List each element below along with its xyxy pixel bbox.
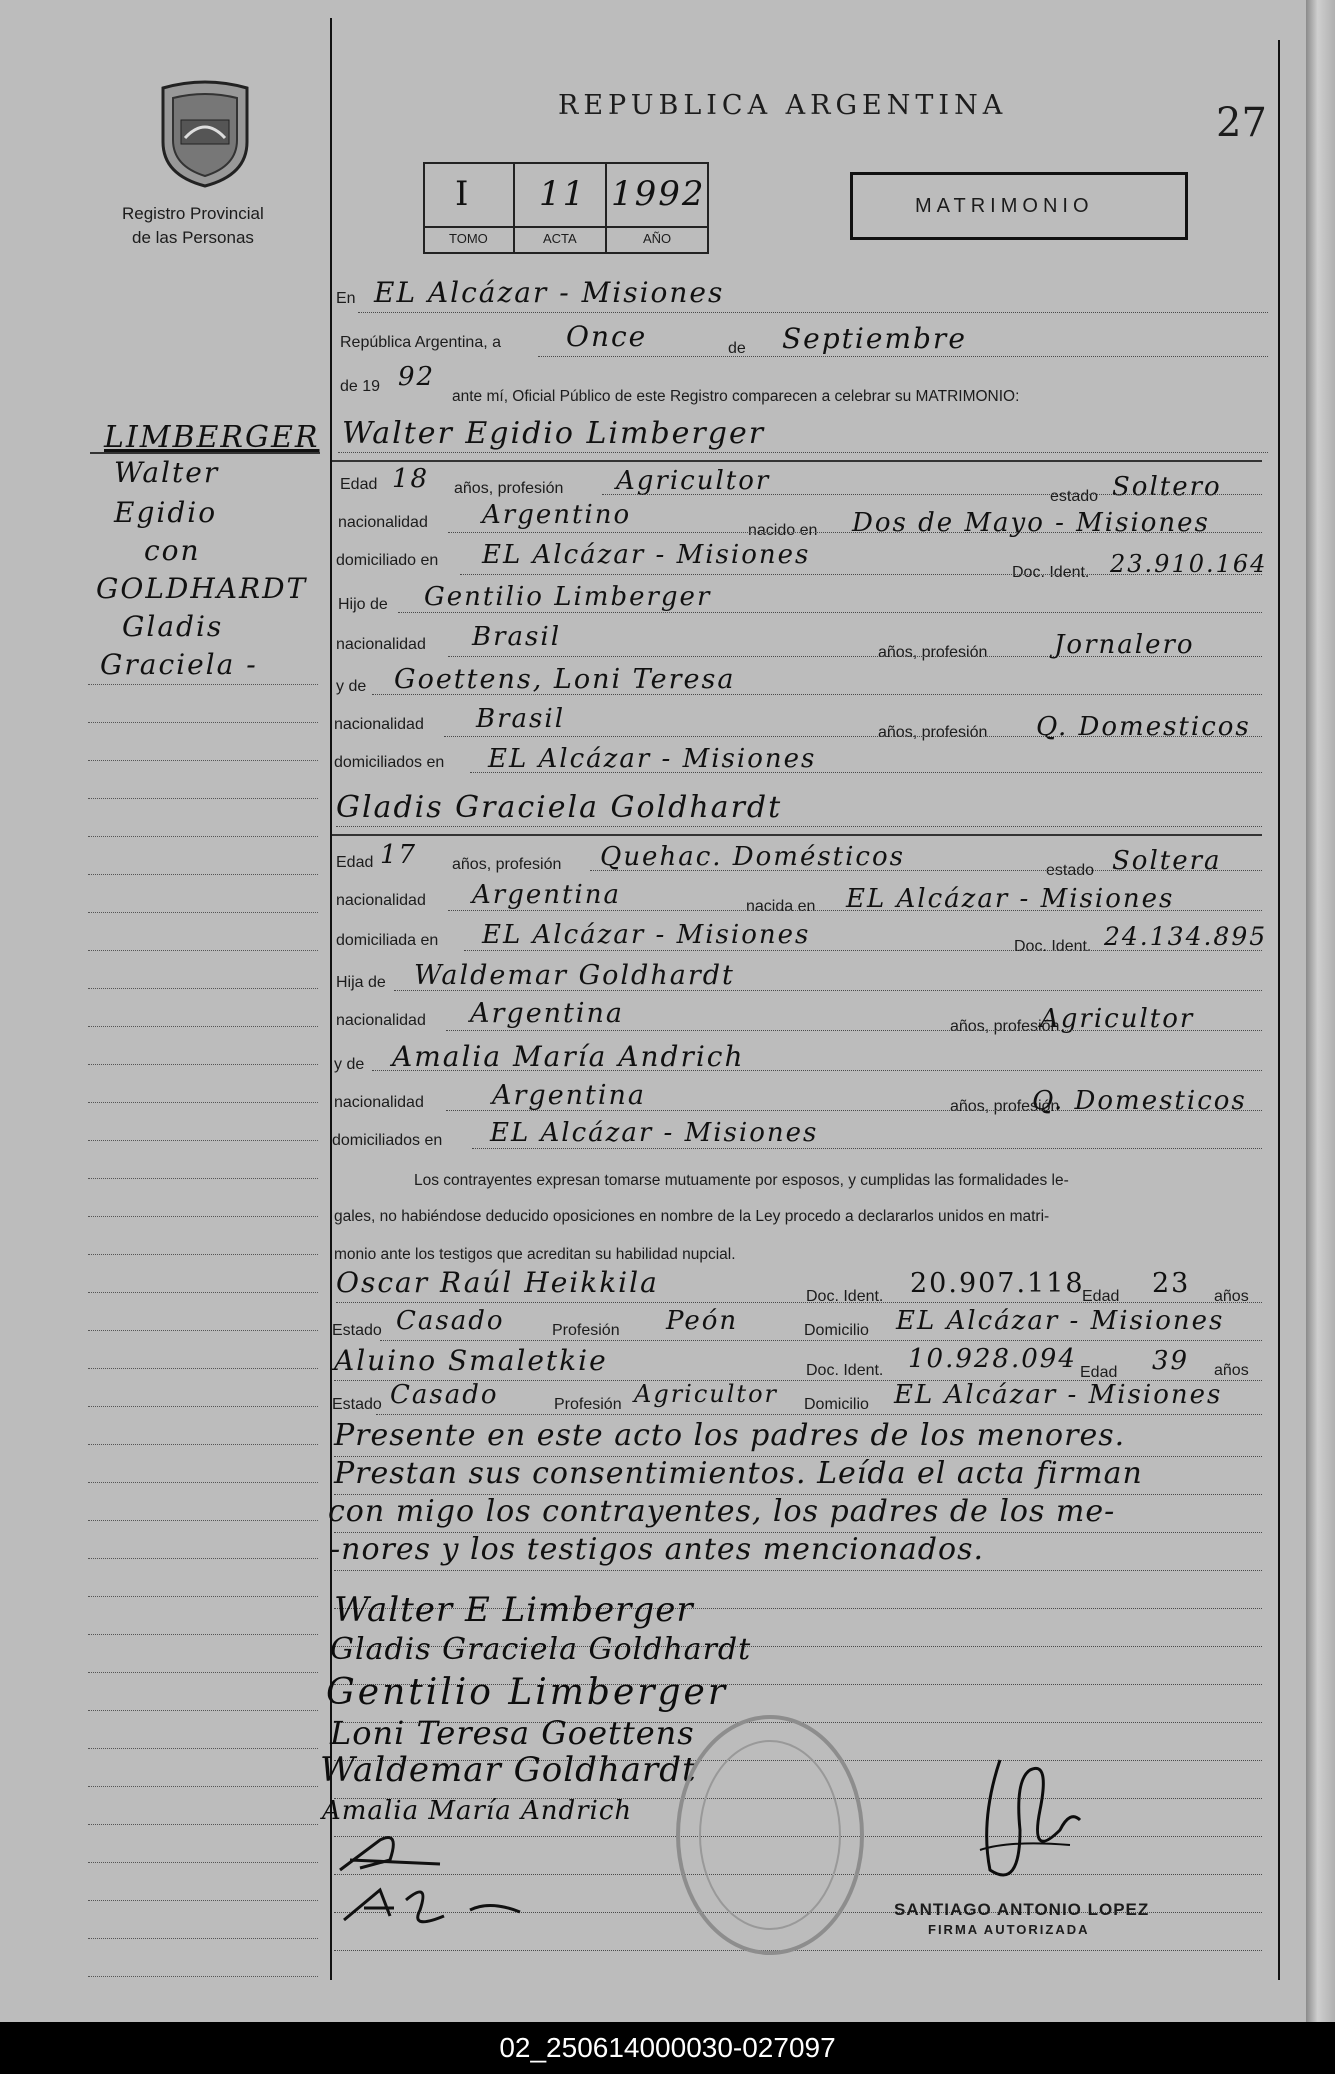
notes-line-1: Presente en este acto los padres de los menores. (334, 1418, 1126, 1453)
margin-rule (88, 1938, 318, 1939)
groom-nationality: Argentino (482, 500, 632, 530)
bride-yde-label: y de (334, 1056, 365, 1073)
groom-age: 18 (392, 464, 430, 494)
page-edge (1306, 0, 1335, 2022)
margin-line-3: Egidio (114, 496, 218, 529)
line (372, 694, 1262, 695)
margin-line-6: Gladis (122, 610, 224, 643)
declaration-line-3: monio ante los testigos que acreditan su habilidad nupcial. (334, 1246, 736, 1263)
bride-name: Gladis Graciela Goldhardt (336, 790, 783, 825)
groom-father-nat-label: nacionalidad (336, 636, 426, 653)
republica-label: República Argentina, a (340, 334, 501, 351)
groom-mother-prof-label: años, profesión (878, 724, 988, 741)
line (358, 312, 1268, 313)
margin-rule (88, 1862, 318, 1863)
signature-groom-mother: Loni Teresa Goettens (330, 1714, 695, 1752)
bride-separator (332, 834, 1262, 836)
intro-day: Once (566, 320, 648, 353)
groom-birthplace: Dos de Mayo - Misiones (852, 508, 1210, 538)
bride-hija-label: Hija de (336, 974, 386, 991)
intro-statement: ante mí, Oficial Público de este Registro comparecen a celebrar su MATRIMONIO: (452, 388, 1020, 405)
notes-line-3: con migo los contrayentes, los padres de los me- (328, 1494, 1116, 1529)
line (336, 1302, 1262, 1303)
groom-domiciliados-label: domiciliados en (334, 754, 445, 771)
signature-groom: Walter E Limberger (334, 1590, 694, 1630)
line (448, 656, 1262, 657)
bride-mother: Amalia María Andrich (392, 1040, 745, 1073)
groom-name: Walter Egidio Limberger (342, 416, 766, 451)
margin-rule (88, 1824, 318, 1825)
signature-bride-father: Waldemar Goldhardt (320, 1750, 697, 1790)
official-name: SANTIAGO ANTONIO LOPEZ (894, 1900, 1150, 1919)
line (470, 772, 1262, 773)
bride-father-prof-label: años, profesión (950, 1018, 1060, 1035)
margin-rule (88, 1102, 318, 1103)
margin-rule (88, 1672, 318, 1673)
margin-rule (88, 1710, 318, 1711)
groom-doc-label: Doc. Ident. (1012, 564, 1090, 581)
declaration-line-1: Los contrayentes expresan tomarse mutuamente por esposos, y cumplidas las formalidades le- (414, 1172, 1069, 1189)
line (336, 826, 1262, 827)
groom-father: Gentilio Limberger (424, 582, 712, 612)
margin-rule (88, 1216, 318, 1217)
margin-rule (88, 836, 318, 837)
groom-estado: Soltero (1112, 472, 1222, 502)
acta-label: ACTA (543, 231, 577, 246)
line (446, 1030, 1262, 1031)
line (394, 990, 1262, 991)
margin-rule (88, 1026, 318, 1027)
groom-edad-label: Edad (340, 476, 378, 493)
bride-nat-label: nacionalidad (336, 892, 426, 909)
witness2-anos-label: años (1214, 1362, 1249, 1379)
witness2-estado: Casado (390, 1380, 499, 1410)
line (334, 1570, 1262, 1571)
line (338, 452, 1268, 453)
margin-rule (88, 1178, 318, 1179)
witness2-domicile: EL Alcázar - Misiones (894, 1380, 1223, 1410)
margin-rule (88, 722, 318, 723)
bride-doc: 24.134.895 (1104, 922, 1268, 951)
line (444, 736, 1262, 737)
notes-line-4: -nores y los testigos antes mencionados. (330, 1532, 985, 1567)
witness1-doc: 20.907.118 (910, 1268, 1085, 1299)
bride-father-nat: Argentina (470, 998, 625, 1029)
witness1-domicile: EL Alcázar - Misiones (896, 1306, 1225, 1336)
witness-signatures (320, 1820, 560, 1940)
groom-estado-label: estado (1050, 488, 1099, 505)
line (460, 574, 1262, 575)
witness1-age: 23 (1152, 1268, 1191, 1299)
signature-groom-father: Gentilio Limberger (326, 1672, 729, 1713)
declaration-line-2: gales, no habiéndose deducido oposiciones en nombre de la Ley procedo a declararlos unidos en matri- (334, 1208, 1050, 1225)
groom-nacido-label: nacido en (748, 522, 818, 539)
margin-line-7: Graciela - (100, 648, 258, 681)
bride-father-nat-label: nacionalidad (336, 1012, 426, 1029)
bride-dom-label: domiciliada en (336, 932, 439, 949)
groom-father-prof: Jornalero (1054, 630, 1195, 660)
groom-yde-label: y de (336, 678, 367, 695)
witness2-profession: Agricultor (634, 1380, 778, 1408)
margin-rule (88, 1520, 318, 1521)
year-label: de 19 (340, 378, 381, 395)
bride-mother-prof: Q. Domesticos (1032, 1086, 1247, 1116)
witness2-name: Aluino Smaletkie (334, 1344, 608, 1377)
ano-value: 1992 (611, 174, 706, 214)
ano-label: AÑO (643, 231, 672, 246)
witness1-domicilio-label: Domicilio (804, 1322, 869, 1339)
line (590, 870, 1262, 871)
witness2-domicilio-label: Domicilio (804, 1396, 869, 1413)
bride-domicile: EL Alcázar - Misiones (482, 920, 811, 950)
margin-surname: LIMBERGER (104, 420, 320, 455)
margin-rule (88, 684, 318, 685)
line (602, 494, 1262, 495)
witness2-edad-label: Edad (1080, 1364, 1118, 1381)
margin-line-5: GOLDHARDT (96, 572, 308, 605)
right-margin-rule (1278, 40, 1280, 1980)
margin-rule (88, 874, 318, 875)
de-label: de (728, 340, 746, 357)
bride-age: 17 (380, 840, 418, 870)
registry-name-line2: de las Personas (132, 228, 254, 247)
witness2-doc: 10.928.094 (908, 1344, 1077, 1374)
line (372, 1070, 1262, 1071)
witness1-anos-label: años (1214, 1288, 1249, 1305)
groom-profession: Agricultor (616, 466, 771, 496)
margin-rule (88, 1748, 318, 1749)
margin-rule (88, 1292, 318, 1293)
witness1-doc-label: Doc. Ident. (806, 1288, 884, 1305)
margin-rule (88, 1482, 318, 1483)
margin-line-4: con (144, 534, 201, 567)
bride-estado-label: estado (1046, 862, 1095, 879)
margin-rule (88, 760, 318, 761)
groom-hijo-label: Hijo de (338, 596, 388, 613)
bride-doc-label: Doc. Ident. (1014, 938, 1092, 955)
tomo-value: I (455, 174, 471, 214)
margin-rule (88, 1786, 318, 1787)
groom-nat-label: nacionalidad (338, 514, 428, 531)
intro-place: EL Alcázar - Misiones (374, 276, 725, 309)
signature-bride-mother: Amalia María Andrich (322, 1796, 633, 1826)
image-code: 02_250614000030-027097 (0, 2022, 1335, 2074)
witness2-age: 39 (1152, 1346, 1190, 1376)
margin-line-2: Walter (114, 456, 220, 489)
line (380, 1340, 1262, 1341)
margin-rule (88, 1368, 318, 1369)
provincial-seal (155, 80, 255, 190)
bride-nationality: Argentina (472, 880, 621, 910)
witness1-name: Oscar Raúl Heikkila (336, 1266, 659, 1299)
witness1-edad-label: Edad (1082, 1288, 1120, 1305)
bride-parents-domicile: EL Alcázar - Misiones (490, 1118, 819, 1148)
margin-rule (88, 1634, 318, 1635)
witness2-profesion-label: Profesión (554, 1396, 622, 1413)
margin-rule (88, 1558, 318, 1559)
bride-edad-label: Edad (336, 854, 374, 871)
groom-father-prof-label: años, profesión (878, 644, 988, 661)
line (472, 1148, 1262, 1149)
bride-father-prof: Agricultor (1040, 1004, 1195, 1034)
witness1-estado-label: Estado (332, 1322, 382, 1339)
official-stamp (670, 1710, 870, 1960)
acta-value: 11 (539, 174, 587, 214)
signature-bride: Gladis Graciela Goldhardt (330, 1632, 752, 1667)
intro-year: 92 (398, 362, 436, 392)
bride-estado: Soltera (1112, 846, 1222, 876)
groom-mother-prof: Q. Domesticos (1036, 712, 1251, 742)
line (448, 910, 1262, 911)
record-number-box (423, 162, 709, 254)
margin-rule (88, 1330, 318, 1331)
margin-rule (88, 1900, 318, 1901)
line (398, 612, 1262, 613)
margin-rule (88, 798, 318, 799)
margin-rule (88, 988, 318, 989)
witness1-profesion-label: Profesión (552, 1322, 620, 1339)
groom-parents-domicile: EL Alcázar - Misiones (488, 744, 817, 774)
country-title: REPUBLICA ARGENTINA (558, 90, 1008, 121)
margin-rule (88, 1596, 318, 1597)
official-title: FIRMA AUTORIZADA (928, 1922, 1090, 1937)
line (376, 1414, 1262, 1415)
groom-profesion-label: años, profesión (454, 480, 564, 497)
groom-dom-label: domiciliado en (336, 552, 439, 569)
groom-doc: 23.910.164 (1110, 550, 1268, 578)
intro-month: Septiembre (782, 322, 967, 355)
groom-mother-nat-label: nacionalidad (334, 716, 424, 733)
bride-domiciliados-label: domiciliados en (332, 1132, 443, 1149)
en-label: En (336, 290, 356, 307)
record-type: MATRIMONIO (915, 195, 1094, 217)
witness1-estado: Casado (396, 1306, 505, 1336)
groom-father-nat: Brasil (472, 622, 562, 652)
bride-mother-nat-label: nacionalidad (334, 1094, 424, 1111)
margin-rule (88, 1976, 318, 1977)
margin-rule (88, 912, 318, 913)
margin-underline (90, 452, 320, 454)
line (446, 1110, 1262, 1111)
bride-birthplace: EL Alcázar - Misiones (846, 884, 1175, 914)
official-signature (960, 1740, 1100, 1900)
bride-father: Waldemar Goldhardt (414, 960, 735, 991)
bride-nacida-label: nacida en (746, 898, 816, 915)
bride-profession: Quehac. Domésticos (600, 842, 905, 872)
margin-rule (88, 1140, 318, 1141)
record-type-box (850, 172, 1188, 240)
groom-separator (332, 460, 1262, 462)
line (464, 950, 1262, 951)
witness2-estado-label: Estado (332, 1396, 382, 1413)
line (538, 356, 1268, 357)
bride-profesion-label: años, profesión (452, 856, 562, 873)
groom-mother: Goettens, Loni Teresa (394, 664, 736, 695)
margin-rule (88, 1406, 318, 1407)
registry-name-line1: Registro Provincial (122, 204, 264, 223)
groom-mother-nat: Brasil (476, 704, 566, 734)
bride-mother-nat: Argentina (492, 1080, 647, 1111)
bride-mother-prof-label: años, profesión (950, 1098, 1060, 1115)
notes-line-2: Prestan sus consentimientos. Leída el acta firman (334, 1456, 1143, 1491)
witness1-profession: Peón (666, 1306, 739, 1336)
line (448, 532, 1262, 533)
margin-rule (88, 1444, 318, 1445)
tomo-label: TOMO (449, 231, 488, 246)
groom-domicile: EL Alcázar - Misiones (482, 540, 811, 570)
margin-rule (88, 1064, 318, 1065)
margin-rule (88, 1254, 318, 1255)
witness2-doc-label: Doc. Ident. (806, 1362, 884, 1379)
margin-rule (88, 950, 318, 951)
page-number: 27 (1216, 100, 1267, 146)
